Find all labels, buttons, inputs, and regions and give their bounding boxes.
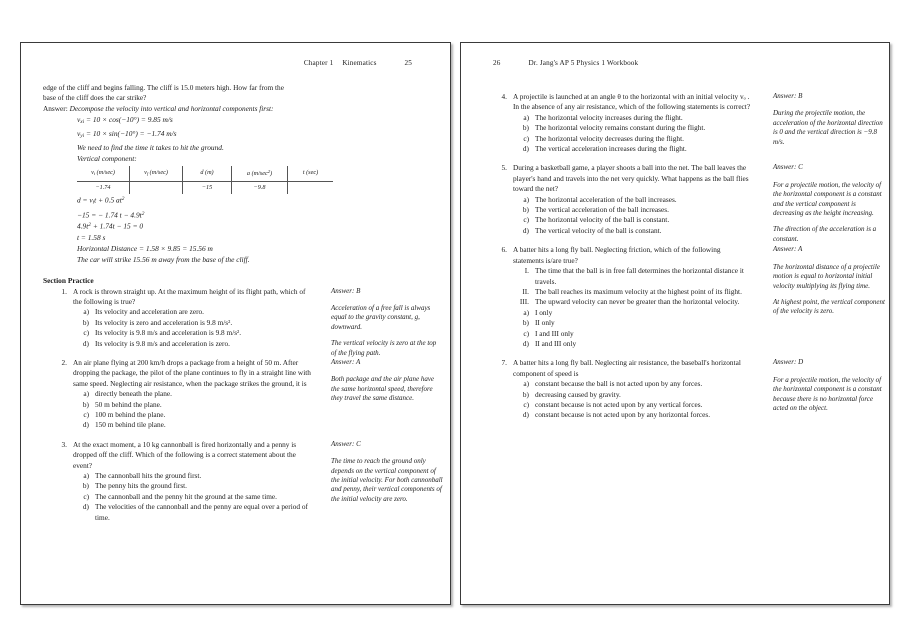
statement-iii [513, 297, 753, 307]
equation-vxi-rhs: = 10 × cos(−10°) = 9.85 m/s [84, 115, 173, 125]
option-c[interactable] [73, 410, 313, 420]
question-6-stem: A batter hits a long fly ball. Neglecting friction, which of the following statements is/are true? [513, 245, 721, 265]
equation-displacement-sup: 2 [121, 196, 125, 203]
question-7-options [513, 379, 753, 421]
option-a-text: The horizontal velocity increases during the flight. [535, 112, 683, 122]
answer-explanation-1: The horizontal distance of a projectile motion is equal to horizontal initial velocity multiplying its flying time. [773, 262, 880, 290]
option-c[interactable] [73, 328, 313, 338]
option-a-text: The cannonball hits the ground first. [95, 471, 202, 481]
table-header-row [77, 166, 333, 181]
question-6-answer-note [773, 245, 885, 323]
equation-time-result: t = 1.58 s [77, 232, 106, 242]
answer-lead-text: Decompose the velocity into vertical and horizontal components first: [69, 103, 274, 113]
equation-displacement-lhs: d = v [77, 195, 93, 205]
question-2-options [73, 389, 313, 431]
header-vi-sub: i [93, 170, 96, 176]
option-b-label: b) [82, 481, 89, 491]
option-d[interactable] [73, 339, 313, 349]
question-4 [483, 92, 883, 154]
option-a-label: a) [83, 389, 89, 399]
statement-i-label: I. [524, 266, 529, 276]
header-a-main: a [246, 170, 251, 178]
question-1-number: 1. [61, 286, 67, 296]
question-2-answer-note [331, 358, 443, 411]
kinematics-table [77, 166, 333, 194]
equation-quadratic [77, 220, 428, 232]
equation-displacement [77, 194, 428, 209]
question-4-options [513, 113, 753, 155]
option-a-label: a) [523, 194, 529, 204]
option-a[interactable] [513, 379, 753, 389]
question-7-stem: A batter hits a long fly ball. Neglecting air resistance, the baseball's horizontal component of speed is [513, 358, 741, 378]
question-5-options [513, 195, 753, 237]
statement-ii-label: II. [522, 286, 529, 296]
answer-explanation-1: Both package and the air plane have the same horizontal speed, therefore they travel the same distance. [331, 375, 435, 403]
option-a-text: I only [535, 307, 553, 317]
option-b-text: Its velocity is zero and acceleration is 9.8 m/s². [95, 317, 233, 327]
option-b[interactable] [513, 123, 753, 133]
question-7-body [513, 358, 753, 420]
option-d[interactable] [73, 502, 313, 523]
option-c-label: c) [523, 133, 529, 143]
option-c[interactable] [513, 400, 753, 410]
option-c-label: c) [83, 491, 89, 501]
answer-key: Answer: B [331, 286, 361, 295]
option-d-text: The vertical acceleration increases during the flight. [535, 144, 687, 154]
option-b[interactable] [513, 318, 753, 328]
equation-vyi [77, 128, 428, 142]
option-c-text: I and III only [535, 328, 574, 338]
option-c-text: Its velocity is 9.8 m/s and acceleration is 9.8 m/s². [95, 328, 242, 338]
continued-problem-text [43, 83, 428, 265]
running-head-left [43, 57, 428, 69]
option-a-label: a) [83, 471, 89, 481]
option-d[interactable] [513, 410, 753, 420]
question-5-stem: During a basketball game, a player shoots a ball into the net. The ball leaves the player's hand and travels into the net very quickly. What happens as the ball flies toward the net? [513, 163, 749, 194]
option-d[interactable] [513, 226, 753, 236]
option-d-label: d) [522, 225, 529, 235]
option-b-text: decreasing caused by gravity. [535, 389, 621, 399]
option-b-text: The vertical acceleration of the ball increases. [535, 205, 669, 215]
equation-horizontal-distance: Horizontal Distance = 1.58 × 9.85 = 15.56 m [77, 243, 213, 253]
header-t-main: t [302, 169, 305, 177]
solution-note-vertical-component: Vertical component: [77, 154, 137, 164]
statement-iii-label: III. [519, 297, 529, 307]
option-a-text: constant because the ball is not acted upon by any forces. [535, 379, 703, 389]
page-left [20, 42, 451, 605]
option-c[interactable] [513, 329, 753, 339]
header-vi-main: v [91, 168, 94, 176]
continued-line-1: edge of the cliff and begins falling. The cliff is 15.0 meters high. How far from the [43, 83, 284, 92]
option-c[interactable] [73, 492, 313, 502]
option-b-text: The horizontal velocity remains constant during the flight. [535, 123, 706, 133]
question-5-body [513, 163, 753, 236]
option-d-text: The vertical velocity of the ball is constant. [535, 225, 662, 235]
answer-explanation-1: During the projectile motion, the acceleration of the horizontal direction is 0 and the vertical direction is −9.8 m/s. [773, 109, 883, 146]
option-c-label: c) [83, 328, 89, 338]
option-c-label: c) [523, 215, 529, 225]
question-3-stem: At the exact moment, a 10 kg cannonball is fired horizontally and a penny is dropped off the cliff. Which of the following is a correct statement about the event? [73, 439, 297, 470]
answer-label: Answer: [43, 103, 68, 113]
option-b-label: b) [522, 205, 529, 215]
question-3-body [73, 440, 313, 523]
question-7-answer-note [773, 358, 885, 420]
option-b[interactable] [73, 318, 313, 328]
answer-key: Answer: D [773, 358, 804, 367]
page-right [460, 42, 890, 605]
page-folio-right: 26 [493, 59, 501, 67]
option-c[interactable] [513, 134, 753, 144]
statement-ii-text: The ball reaches its maximum velocity at the highest point of its flight. [535, 286, 742, 296]
equation-vyi-symbol: v [77, 129, 81, 139]
answer-key: Answer: A [331, 357, 361, 366]
option-c-text: The cannonball and the penny hit the ground at the same time. [95, 491, 277, 501]
answer-explanation-1: For a projectile motion, the velocity of the horizontal component is a constant and the vertical component is decreasing as the height increasing. [773, 180, 882, 218]
option-c-label: c) [523, 328, 529, 338]
option-b[interactable] [73, 481, 313, 491]
question-5 [483, 163, 882, 243]
equation-quadratic-rest: + 1.74t − 15 = 0 [91, 221, 144, 231]
question-1-body [73, 287, 313, 349]
option-b-label: b) [82, 399, 89, 409]
question-6 [483, 245, 885, 349]
question-2-stem: An air plane flying at 200 km/h drops a package from a height of 50 m. After dropping the package, the pilot of the plane continues to fly in a straight line with same speed. Neglecting air resistance, when the package strikes the ground, it is [73, 357, 311, 388]
running-head-chapter-title: Kinematics [342, 59, 377, 67]
question-6-number: 6. [501, 245, 507, 255]
question-3-answer-note [331, 440, 443, 511]
option-b[interactable] [513, 205, 753, 215]
answer-key: Answer: C [331, 439, 361, 448]
option-b-label: b) [522, 123, 529, 133]
header-a-tail: ) [270, 170, 273, 178]
question-6-body [513, 245, 753, 349]
question-2-number: 2. [61, 357, 67, 367]
option-c-text: 100 m behind the plane. [95, 410, 166, 419]
option-b-label: b) [522, 389, 529, 399]
answer-explanation-2: At highest point, the vertical component of the velocity is zero. [773, 297, 885, 316]
equation-vxi-symbol: v [77, 115, 81, 125]
solution-note-find-time: We need to find the time it takes to hit the ground. [77, 143, 224, 153]
question-1-options [73, 307, 313, 349]
option-d-label: d) [82, 502, 89, 512]
table-cell-vi: −1.74 [77, 181, 130, 194]
option-c-label: c) [83, 410, 89, 419]
option-a-text: directly beneath the plane. [95, 389, 172, 399]
statement-ii [513, 287, 753, 297]
option-c-text: The horizontal velocity of the ball is constant. [535, 215, 670, 225]
option-d-text: constant because is not acted upon by any horizontal forces. [535, 410, 711, 420]
equation-substituted-sup: 2 [141, 210, 145, 217]
answer-explanation-1: For a projectile motion, the velocity of the horizontal component is a constant because there is no horizontal force acted on the object. [773, 375, 882, 412]
header-vf-unit: (m/sec) [148, 168, 168, 176]
option-a[interactable] [513, 195, 753, 205]
question-5-number: 5. [501, 163, 507, 173]
answer-key: Answer: C [773, 163, 803, 172]
answer-lead-line [43, 104, 428, 114]
equation-vxi [77, 114, 428, 128]
option-d-text: The velocities of the cannonball and the penny are equal over a period of time. [95, 502, 308, 522]
option-d-label: d) [522, 338, 529, 348]
option-d-label: d) [82, 420, 89, 430]
option-d-label: d) [522, 410, 529, 420]
option-a[interactable] [73, 307, 313, 317]
question-2 [43, 357, 435, 431]
answer-explanation-2: The vertical velocity is zero at the top of the flying path. [331, 339, 437, 357]
equation-displacement-rest: t + 0.5 at [94, 195, 122, 205]
equation-quadratic-lead: 4.9t [77, 221, 89, 231]
table-row [77, 181, 333, 194]
question-6-options [513, 308, 753, 350]
solution-conclusion: The car will strike 15.56 m away from the base of the cliff. [77, 254, 250, 264]
header-t-unit: (sec) [304, 169, 319, 177]
option-b-text: The penny hits the ground first. [95, 481, 188, 491]
option-b[interactable] [513, 390, 753, 400]
page-folio-left: 25 [404, 59, 412, 67]
question-7-number: 7. [501, 358, 507, 368]
table-header-a [232, 166, 288, 181]
option-d-text: II and III only [535, 338, 577, 348]
option-a-text: Its velocity and acceleration are zero. [95, 307, 204, 317]
table-cell-t [288, 181, 334, 194]
answer-explanation-2: The direction of the acceleration is a constant. [773, 225, 877, 243]
table-cell-vf [130, 181, 183, 194]
option-d[interactable] [513, 339, 753, 349]
option-c-text: The horizontal velocity decreases during the flight. [535, 133, 684, 143]
answer-explanation-1: Acceleration of a free fall is always equal to the gravity constant, g, downward. [331, 303, 431, 331]
option-a[interactable] [513, 113, 753, 123]
question-7 [483, 358, 882, 420]
option-c[interactable] [513, 215, 753, 225]
table-cell-d: −15 [183, 181, 232, 194]
equation-substituted [77, 209, 428, 221]
equation-vyi-rhs: = 10 × sin(−10°) = −1.74 m/s [84, 129, 177, 139]
statement-iii-text: The upward velocity can never be greater than the horizontal velocity. [535, 297, 740, 307]
option-a-label: a) [523, 379, 529, 389]
question-1 [43, 286, 437, 357]
table-header-d [183, 166, 232, 181]
option-b-text: 50 m behind the plane. [95, 399, 162, 409]
table-header-t [288, 166, 334, 181]
question-1-stem: A rock is thrown straight up. At the maximum height of its flight path, which of the following is true? [73, 286, 306, 306]
question-4-answer-note [773, 92, 885, 154]
table-cell-a: −9.8 [232, 181, 288, 194]
option-d-text: 150 m behind tile plane. [95, 420, 166, 430]
question-3-number: 3. [61, 439, 67, 449]
continued-line-2: base of the cliff does the car strike? [43, 93, 147, 103]
question-2-body [73, 358, 313, 431]
option-b-text: II only [535, 318, 555, 328]
option-a-label: a) [83, 307, 89, 317]
header-vf-main: v [144, 168, 147, 176]
equation-substituted-text: −15 = − 1.74 t − 4.9t [77, 210, 142, 220]
table-header-vi [77, 166, 130, 181]
question-3 [43, 439, 443, 523]
question-4-number: 4. [501, 92, 507, 101]
option-a[interactable] [73, 471, 313, 481]
header-vi-unit: (m/sec) [95, 168, 115, 176]
question-5-answer-note [773, 163, 885, 251]
header-a-unit: (m/sec [250, 170, 268, 178]
header-d-main: d [200, 169, 204, 177]
question-3-options [73, 471, 313, 523]
option-b-label: b) [522, 318, 529, 328]
header-d-unit: (m) [203, 169, 214, 177]
header-a-sup: 2 [267, 169, 271, 175]
option-b[interactable] [73, 400, 313, 410]
equation-quadratic-sup: 2 [88, 222, 91, 229]
answer-explanation-1: The time to reach the ground only depends on the vertical component of the initial velocity. For both cannonball and penny, their vertical components of the initial velocity are zero. [331, 457, 443, 503]
option-a-text: The horizontal acceleration of the ball increases. [535, 194, 677, 204]
statement-i-text: The time that the ball is in free fall determines the horizontal distance it travels. [535, 266, 744, 286]
option-d[interactable] [73, 420, 313, 430]
equation-vxi-subscript: xi [80, 119, 85, 126]
question-1-answer-note [331, 287, 443, 365]
option-a-label: a) [523, 112, 529, 122]
option-d[interactable] [513, 144, 753, 154]
option-c-label: c) [523, 399, 529, 409]
running-head-chapter-number: Chapter 1 [303, 59, 334, 67]
equation-displacement-sub: i [92, 199, 95, 206]
option-d-text: Its velocity is 9.8 m/s and acceleration is zero. [95, 338, 230, 348]
section-heading: Section Practice [43, 275, 94, 285]
running-head-right [483, 57, 867, 69]
option-a-label: a) [523, 307, 529, 317]
option-a[interactable] [73, 389, 313, 399]
answer-key: Answer: A [773, 245, 803, 254]
question-4-stem: A projectile is launched at an angle θ to the horizontal with an initial velocity vₒ . In the absence of any air resistance, which of the following statements is correct? [513, 92, 751, 112]
option-d-label: d) [82, 338, 89, 348]
option-a[interactable] [513, 308, 753, 318]
option-c-text: constant because is not acted upon by any vertical forces. [535, 399, 703, 409]
option-b-label: b) [82, 317, 89, 327]
equation-vyi-subscript: yi [80, 133, 85, 140]
option-d-label: d) [522, 144, 529, 154]
table-header-vf [130, 166, 183, 181]
statement-i [513, 266, 753, 287]
running-head-book-title: Dr. Jang's AP 5 Physics 1 Workbook [528, 59, 639, 67]
header-vf-sub: f [146, 170, 149, 176]
question-6-roman-statements [513, 266, 753, 308]
question-4-body [513, 92, 753, 154]
answer-key: Answer: B [773, 92, 803, 100]
